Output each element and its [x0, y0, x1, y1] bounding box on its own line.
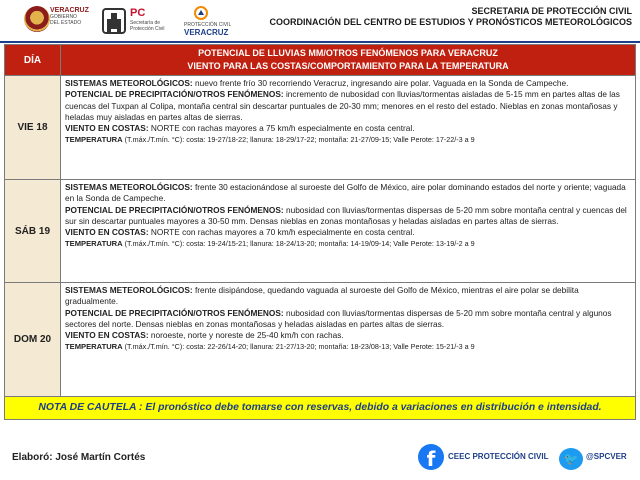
- temperatura-text: costa: 19-27/18-22; llanura: 18-29/17-22; montaña: 21-27/09-15; Valle Perote: 17-22/-3 a 9: [184, 135, 475, 145]
- table-row: [5, 180, 636, 283]
- pc-emblem-icon: [102, 8, 126, 34]
- header-title-line1: SECRETARIA DE PROTECCIÓN CIVIL: [471, 6, 632, 16]
- pc-logo: [102, 8, 172, 40]
- potencial-text: incremento de nubosidad con lluvias/tormentas aisladas de 5-15 mm en partes altas de las cuencas del Tuxpan al Colipa, montaña central sin descartar puntuales de 20-30 mm; menores en el resto del estado. Nieblas en zonas montañosas y heladas muy aisladas en partes altas de sierras.: [65, 89, 620, 122]
- veracruz-seal-icon: [24, 6, 50, 32]
- table-row: [5, 283, 636, 397]
- twitter-icon[interactable]: 🐦: [559, 448, 583, 470]
- header-title: [269, 6, 632, 28]
- day-cell: VIE 18: [5, 76, 61, 180]
- veracruz-government-logo: [10, 6, 89, 40]
- viento-text: NORTE con rachas mayores a 70 km/h especialmente en costa central.: [148, 227, 415, 238]
- table-row: [5, 76, 636, 180]
- viento-label: VIENTO EN COSTAS:: [65, 227, 149, 238]
- veracruz-logo-text: VERACRUZ GOBIERNO DEL ESTADO: [50, 7, 89, 26]
- forecast-column-title-1: POTENCIAL DE LLUVIAS MM/OTROS FENÓMENOS PARA VERACRUZ: [198, 48, 498, 58]
- temperatura-text: costa: 19-24/15-21; llanura: 18-24/13-20; montaña: 14-19/09-14; Valle Perote: 13-19/-2 a 9: [184, 239, 475, 249]
- page-header: [0, 0, 640, 42]
- day-column-header: DÍA: [5, 45, 61, 76]
- temperatura-units: (T.máx./T.mín. °C):: [124, 342, 185, 352]
- day-cell: DOM 20: [5, 283, 61, 397]
- forecast-column-header: [61, 45, 636, 76]
- temperatura-text: costa: 22-26/14-20; llanura: 21-27/13-20; montaña: 18-23/08-13; Valle Perote: 15-21/-3 a 9: [184, 342, 475, 352]
- facebook-label[interactable]: CEEC PROTECCIÓN CIVIL: [448, 452, 549, 461]
- civil-protection-triangle-icon: [194, 6, 208, 20]
- potencial-label: POTENCIAL DE PRECIPITACIÓN/OTROS FENÓMENOS:: [65, 204, 284, 215]
- header-title-line2: COORDINACIÓN DEL CENTRO DE ESTUDIOS Y PRONÓSTICOS METEOROLÓGICOS: [269, 17, 632, 27]
- potencial-label: POTENCIAL DE PRECIPITACIÓN/OTROS FENÓMENOS:: [65, 307, 284, 318]
- author-credit: Elaboró: José Martín Cortés: [12, 452, 146, 463]
- sistemas-text: nuevo frente frío 30 recorriendo Veracruz, ingresando aire polar. Vaguada en la Sonda de Campeche.: [192, 78, 569, 88]
- forecast-column-title-2: VIENTO PARA LAS COSTAS/COMPORTAMIENTO PARA LA TEMPERATURA: [187, 61, 509, 71]
- pc-logo-text: PC: [130, 7, 146, 19]
- day-cell: SÁB 19: [5, 180, 61, 283]
- potencial-text: nubosidad con lluvias/tormentas dispersas de 5-20 mm sobre montaña central y algunos sectores del norte. Densas nieblas en zonas montañosas y heladas aisladas en partes altas de sierras.: [65, 307, 612, 329]
- pc-logo-subtitle: Secretaría de Protección Civil: [130, 20, 165, 32]
- twitter-handle[interactable]: @SPCVER: [586, 452, 627, 461]
- header-divider: [0, 41, 640, 43]
- proteccion-civil-veracruz-logo: [184, 6, 254, 40]
- sistemas-label: SISTEMAS METEOROLÓGICOS:: [65, 78, 193, 88]
- caution-note: NOTA DE CAUTELA : El pronóstico debe tomarse con reservas, debido a variaciones en distribución e intensidad.: [4, 396, 636, 420]
- sistemas-text: frente disipándose, quedando vaguada al suroeste del Golfo de México, mientras el aire polar se debilita gradualmente.: [65, 285, 579, 307]
- temperatura-label: TEMPERATURA: [65, 239, 123, 249]
- viento-text: NORTE con rachas mayores a 75 km/h especialmente en costa central.: [148, 123, 415, 134]
- forecast-cell: [61, 283, 636, 397]
- temperatura-label: TEMPERATURA: [65, 342, 123, 352]
- potencial-text: nubosidad con lluvias/tormentas dispersas de 5-20 mm sobre montaña central y cuencas del sur sin descartar puntuales mayores a 30-50 mm. Densas nieblas en zonas montañosas y heladas aisladas en partes altas de sierras.: [65, 204, 627, 226]
- table-header-row: [5, 45, 636, 76]
- temperatura-label: TEMPERATURA: [65, 135, 123, 145]
- facebook-icon[interactable]: f: [418, 444, 444, 470]
- sistemas-label: SISTEMAS METEOROLÓGICOS:: [65, 182, 193, 192]
- viento-text: noroeste, norte y noreste de 25-40 km/h con rachas.: [148, 330, 344, 341]
- temperatura-units: (T.máx./T.mín. °C):: [124, 135, 185, 145]
- viento-label: VIENTO EN COSTAS:: [65, 330, 149, 341]
- viento-label: VIENTO EN COSTAS:: [65, 123, 149, 134]
- forecast-table: [4, 44, 636, 397]
- forecast-cell: [61, 180, 636, 283]
- potencial-label: POTENCIAL DE PRECIPITACIÓN/OTROS FENÓMENOS:: [65, 89, 284, 100]
- forecast-cell: [61, 76, 636, 180]
- sistemas-text: frente 30 estacionándose al suroeste del Golfo de México, aire polar dominando estados del norte y oriente; vaguada en la Sonda de Campeche.: [65, 182, 626, 204]
- sistemas-label: SISTEMAS METEOROLÓGICOS:: [65, 285, 193, 295]
- pcv-logo-text: PROTECCIÓN CIVIL VERACRUZ: [184, 22, 232, 37]
- temperatura-units: (T.máx./T.mín. °C):: [124, 239, 185, 249]
